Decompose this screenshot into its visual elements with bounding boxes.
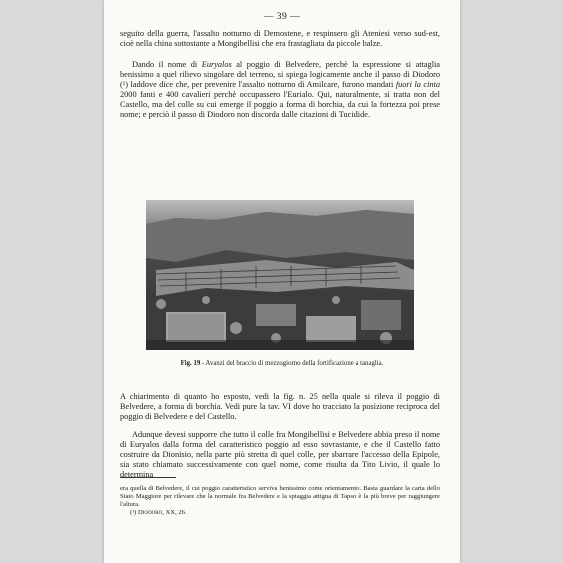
- figure-label: Fig. 19: [180, 360, 201, 367]
- figure-caption-text: - Avanzi del braccio di mezzogiorno della fortificazione a tanaglia.: [200, 360, 384, 367]
- paragraph-2-text-a: Dando il nome di: [132, 60, 202, 69]
- fuori-la-cinta-italic: fuori la cinta: [395, 80, 440, 90]
- figure-caption: [104, 360, 460, 367]
- footnote-marker: (¹): [130, 509, 139, 516]
- footnote-divider: [120, 477, 176, 478]
- paragraph-2: [120, 60, 440, 121]
- footnote-reference: , XX, 26.: [162, 509, 187, 516]
- ruins-photograph: [146, 200, 414, 350]
- paragraph-3: A chiarimento di quanto ho esposto, vedi la fig. n. 25 nella quale si rileva il poggio di Belvedere, a forma di borchia. Vedi pure la tav. VI dove ho tracciato la posizione reciproca del poggio di Belvedere e del Castello.: [120, 392, 440, 422]
- paragraph-1: seguito della guerra, l'assalto notturno di Demostene, e respinsero gli Ateniesi verso sud-est, cioè nella china sottostante a Mongibellisi che era frastagliata da piccole balze.: [120, 29, 440, 49]
- footnote-author: Diodoro: [138, 509, 163, 516]
- footnote-continuation: era quella di Belvedere, il cui poggio caratteristico serviva benissimo come orientamento. Basta guardare la carta dello Stato Maggiore per rilevare che la normale fra Belvedere e la spiaggia attigua di Tapso è la più breve per raggiungere l'altura.: [120, 485, 440, 508]
- euryalos-italic: Euryalos: [201, 60, 232, 69]
- page-number: — 39 —: [263, 12, 301, 22]
- book-page: [104, 0, 460, 563]
- paragraph-2-text-e: 2000 fanti e 400 cavalieri perchè occupassero l'Eurialo. Qui, naturalmente, si tratta non del Castello, ma del colle su cui emerge il poggio a forma di borchia, da cui la fortezza poi prese nome; e perciò il passo di Diodoro non discorda dalle citazioni di Tucidide.: [120, 90, 440, 120]
- footnote-1: [120, 509, 440, 517]
- paragraph-4: Adunque devesi supporre che tutto il colle fra Mongibellisi e Belvedere abbia preso il nome di Euryalos dalla forma del caratteristico poggio ad esso sovrastante, e che il Castello fatto costruire da Dionisio, nella parte più stretta di quel colle, per sbarrare l'accesso della Epipole, sia stato chiamato successivamente con quel nome, come risulta da Tito Livio, il quale lo determina: [120, 430, 440, 480]
- paragraph-2-text-c: al poggio di Belvedere, perchè la espressione si attaglia benissimo a quel rilievo singolare del terreno, si spiega logicamente anche il passo di Diodoro (¹) laddove dice che, per prevenire l'assalto notturno di Amilcare, furono mandati: [120, 60, 440, 90]
